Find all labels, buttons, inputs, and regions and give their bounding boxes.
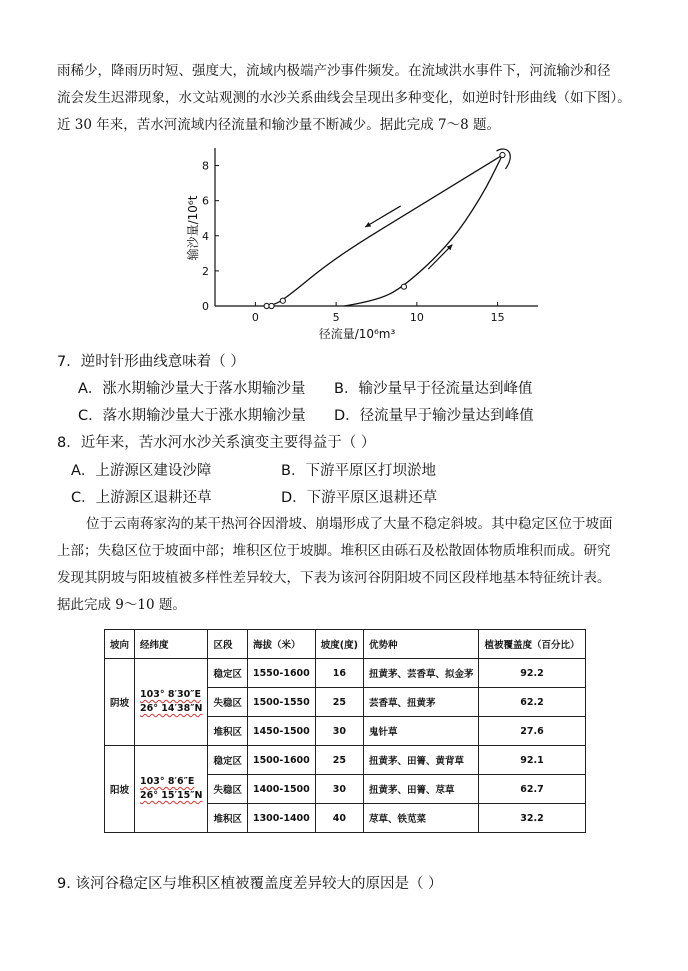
rising-arrow [428,245,452,270]
slope-cell: 40 [315,804,363,833]
latitude: 26° 14′38″N [140,703,203,714]
longitude: 103° 8′6″E [140,776,195,787]
x-tick-label: 0 [251,311,259,324]
altitude-cell: 1500-1600 [247,746,315,775]
altitude-cell: 1400-1500 [247,775,315,804]
cover-cell: 62.7 [479,775,585,804]
y-tick-label: 2 [202,264,209,278]
intro2-line-3: 发现其阴坡与阳坡植被多样性差异较大，下表为该河谷阴阳坡不同区段样地基本特征统计表。 [57,570,611,586]
cover-cell: 92.1 [479,746,585,775]
intro2-line-1: 位于云南蒋家沟的某干热河谷因滑坡、崩塌形成了大量不稳定斜坡。其中稳定区位于坡面 [86,516,613,532]
species-cell: 扭黄茅、田箐、黄背草 [363,746,479,775]
header-altitude: 海拔（米） [247,630,315,659]
slope-cell: 30 [315,717,363,746]
falling-arrow [365,206,401,227]
species-cell: 荩草、铁苋菜 [363,804,479,833]
q8-stem: 8．近年来，苦水河水沙关系演变主要得益于（ ） [57,435,376,451]
latitude: 26° 15′15″N [140,790,203,801]
slope-cell: 16 [315,659,363,688]
rising-limb-line [344,155,502,306]
falling-arrow-shaft [365,206,401,227]
data-point [500,152,505,157]
zone-cell: 稳定区 [208,746,248,775]
data-point [401,284,406,289]
species-cell: 芸香草、扭黄茅 [363,688,479,717]
altitude-cell: 1550-1600 [247,659,315,688]
longitude: 103° 8′30″E [140,689,201,700]
vegetation-table [104,629,586,833]
chart-ticks [202,160,505,324]
y-tick-label: 4 [202,229,209,243]
data-point [269,303,274,308]
zone-cell: 失稳区 [208,688,248,717]
q7-option-c[interactable]: C．落水期输沙量大于涨水期输沙量 [78,408,306,424]
species-cell: 扭黄茅、田箐、荩草 [363,775,479,804]
cover-cell: 92.2 [479,659,585,688]
q8-option-c[interactable]: C．上游源区退耕还草 [71,490,212,506]
y-tick-label: 6 [202,194,209,208]
zone-cell: 失稳区 [208,775,248,804]
coords-cell [135,659,208,746]
intro2-line-2: 上部；失稳区位于坡面中部；堆积区位于坡脚。堆积区由砾石及松散固体物质堆积而成。研究 [57,543,611,559]
chart-lines [267,149,511,306]
q9-stem: 9. 该河谷稳定区与堆积区植被覆盖度差异较大的原因是（ ） [57,876,443,892]
header-species: 优势种 [363,630,479,659]
aspect-cell: 阴坡 [105,659,135,746]
intro-line-1: 雨稀少，降雨历时短、强度大，流域内极端产沙事件频发。在流域洪水事件下，河流输沙和径 [57,63,611,79]
intro-line-3: 近 30 年来，苦水河流域内径流量和输沙量不断减少。据此完成 7～8 题。 [57,117,501,133]
altitude-cell: 1300-1400 [247,804,315,833]
x-tick-label: 15 [490,311,505,324]
y-tick-label: 0 [202,300,209,313]
slope-cell: 25 [315,746,363,775]
slope-cell: 30 [315,775,363,804]
q7-stem: 7．逆时针形曲线意味着（ ） [57,354,245,370]
coords-cell [135,746,208,833]
altitude-cell: 1450-1500 [247,717,315,746]
header-coords: 经纬度 [135,630,208,659]
q8-option-a[interactable]: A．上游源区建设沙障 [71,463,212,479]
falling-limb-line [267,155,503,306]
chart-xlabel: 径流量/10⁶m³ [318,327,396,341]
zone-cell: 堆积区 [208,717,248,746]
data-point [280,298,285,303]
table-row [105,659,586,688]
zone-cell: 稳定区 [208,659,248,688]
cover-cell: 27.6 [479,717,585,746]
slope-cell: 25 [315,688,363,717]
q7-option-a[interactable]: A．涨水期输沙量大于落水期输沙量 [78,381,306,397]
header-zone: 区段 [208,630,248,659]
intro2-line-4: 据此完成 9～10 题。 [57,597,186,613]
table-row [105,746,586,775]
zone-cell: 堆积区 [208,804,248,833]
q8-option-b[interactable]: B．下游平原区打坝淤地 [281,463,436,479]
cover-cell: 62.2 [479,688,585,717]
x-tick-label: 10 [409,311,424,324]
q8-option-d[interactable]: D．下游平原区退耕还草 [281,490,438,506]
species-cell: 鬼针草 [363,717,479,746]
header-aspect: 坡向 [105,630,135,659]
y-tick-label: 8 [202,159,209,173]
cover-cell: 32.2 [479,804,585,833]
hysteresis-chart [180,140,560,345]
peak-loop-curl [496,149,510,169]
x-tick-label: 5 [332,311,340,324]
header-cover: 植被覆盖度（百分比） [479,630,585,659]
table-header-row [105,630,586,659]
intro-line-2: 流会发生迟滞现象，水文站观测的水沙关系曲线会呈现出多种变化，如逆时针形曲线（如下图）。 [57,90,631,106]
species-cell: 扭黄茅、芸香草、拟金茅 [363,659,479,688]
altitude-cell: 1500-1550 [247,688,315,717]
chart-ylabel: 输沙量/10⁶t [186,195,200,261]
header-slope: 坡度(度) [315,630,363,659]
chart-axes [215,148,538,306]
q7-option-b[interactable]: B．输沙量早于径流量达到峰值 [334,381,533,397]
aspect-cell: 阳坡 [105,746,135,833]
q7-option-d[interactable]: D．径流量早于输沙量达到峰值 [334,408,534,424]
